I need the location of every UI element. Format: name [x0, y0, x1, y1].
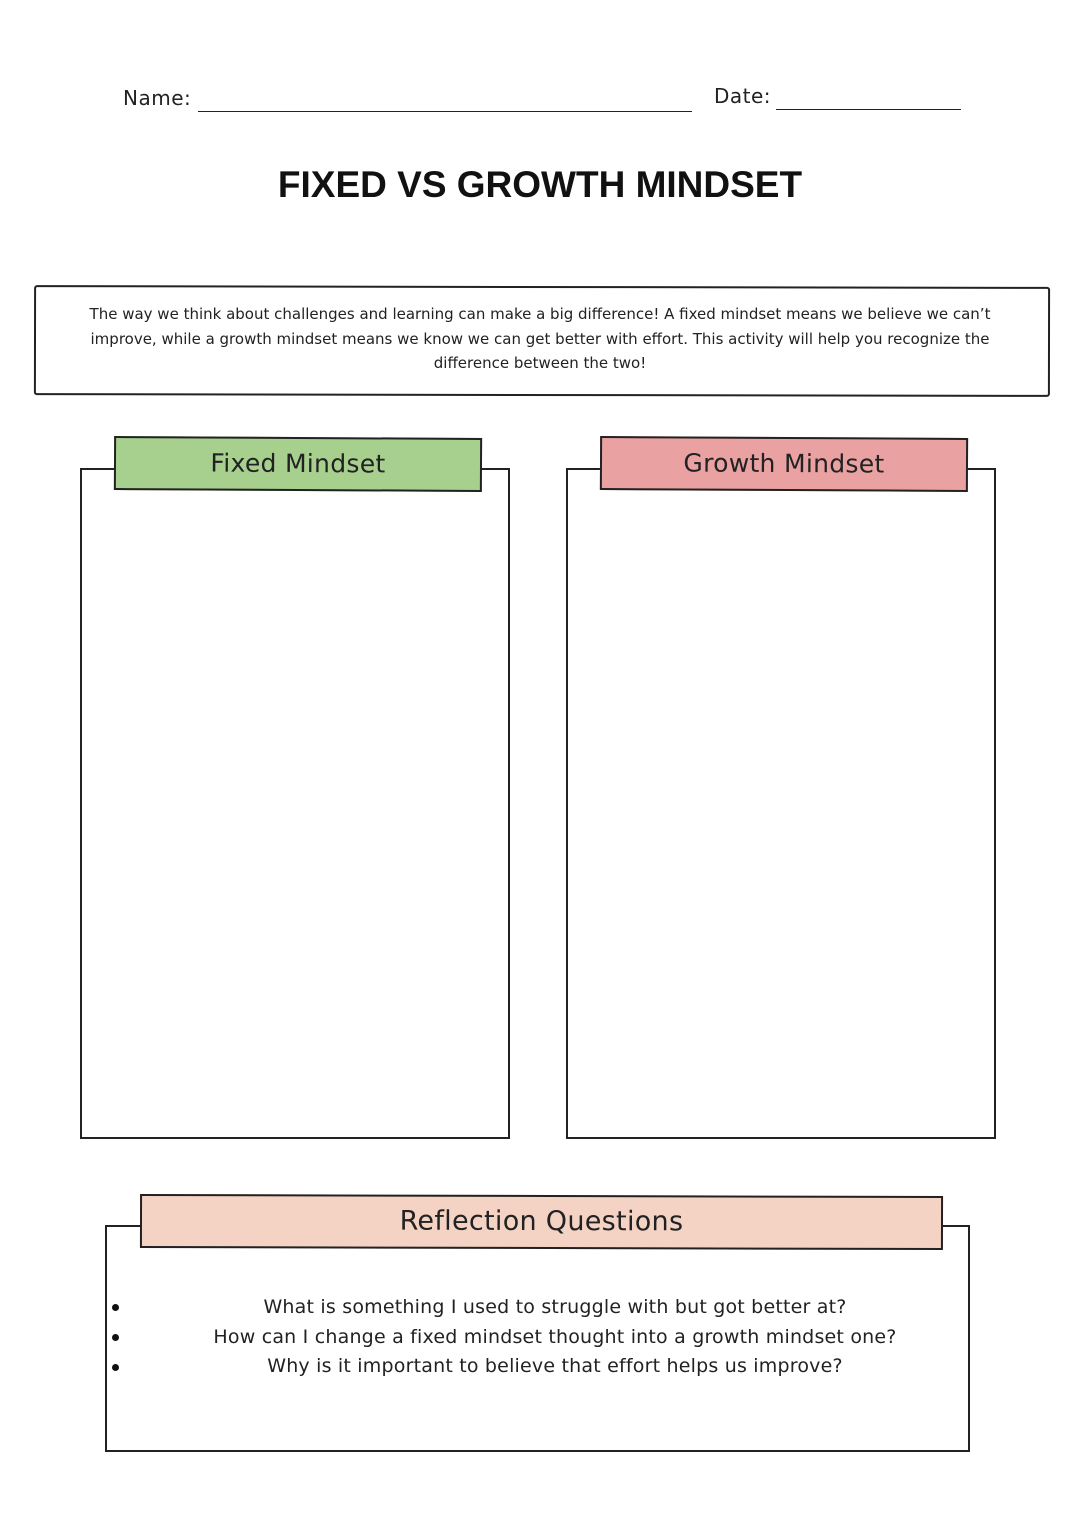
bullet-icon	[112, 1364, 119, 1371]
date-label: Date:	[714, 84, 772, 108]
fixed-mindset-tab	[114, 436, 482, 492]
growth-mindset-tab	[600, 436, 968, 492]
fixed-mindset-label: Fixed Mindset	[210, 448, 386, 479]
page-title: FIXED VS GROWTH MINDSET	[277, 164, 803, 205]
date-field[interactable]	[776, 109, 961, 110]
reflection-tab	[140, 1194, 943, 1250]
bullet-icon	[112, 1304, 119, 1311]
growth-mindset-panel[interactable]	[566, 468, 996, 1139]
reflection-question: What is something I used to struggle with but got better at?	[263, 1296, 847, 1318]
reflection-question: Why is it important to believe that effort helps us improve?	[267, 1355, 843, 1377]
name-field[interactable]	[198, 111, 692, 112]
intro-text: The way we think about challenges and learning can make a big difference! A fixed mindset means we believe we can’t improve, while a growth mindset means we know we can get better with effort. This activity will help you recognize the difference between the two!	[89, 305, 991, 372]
reflection-label: Reflection Questions	[399, 1205, 684, 1238]
growth-mindset-label: Growth Mindset	[683, 448, 885, 479]
bullet-icon	[112, 1334, 119, 1341]
fixed-mindset-panel[interactable]	[80, 468, 510, 1139]
name-label: Name:	[123, 86, 192, 110]
reflection-question: How can I change a fixed mindset thought into a growth mindset one?	[213, 1326, 897, 1348]
